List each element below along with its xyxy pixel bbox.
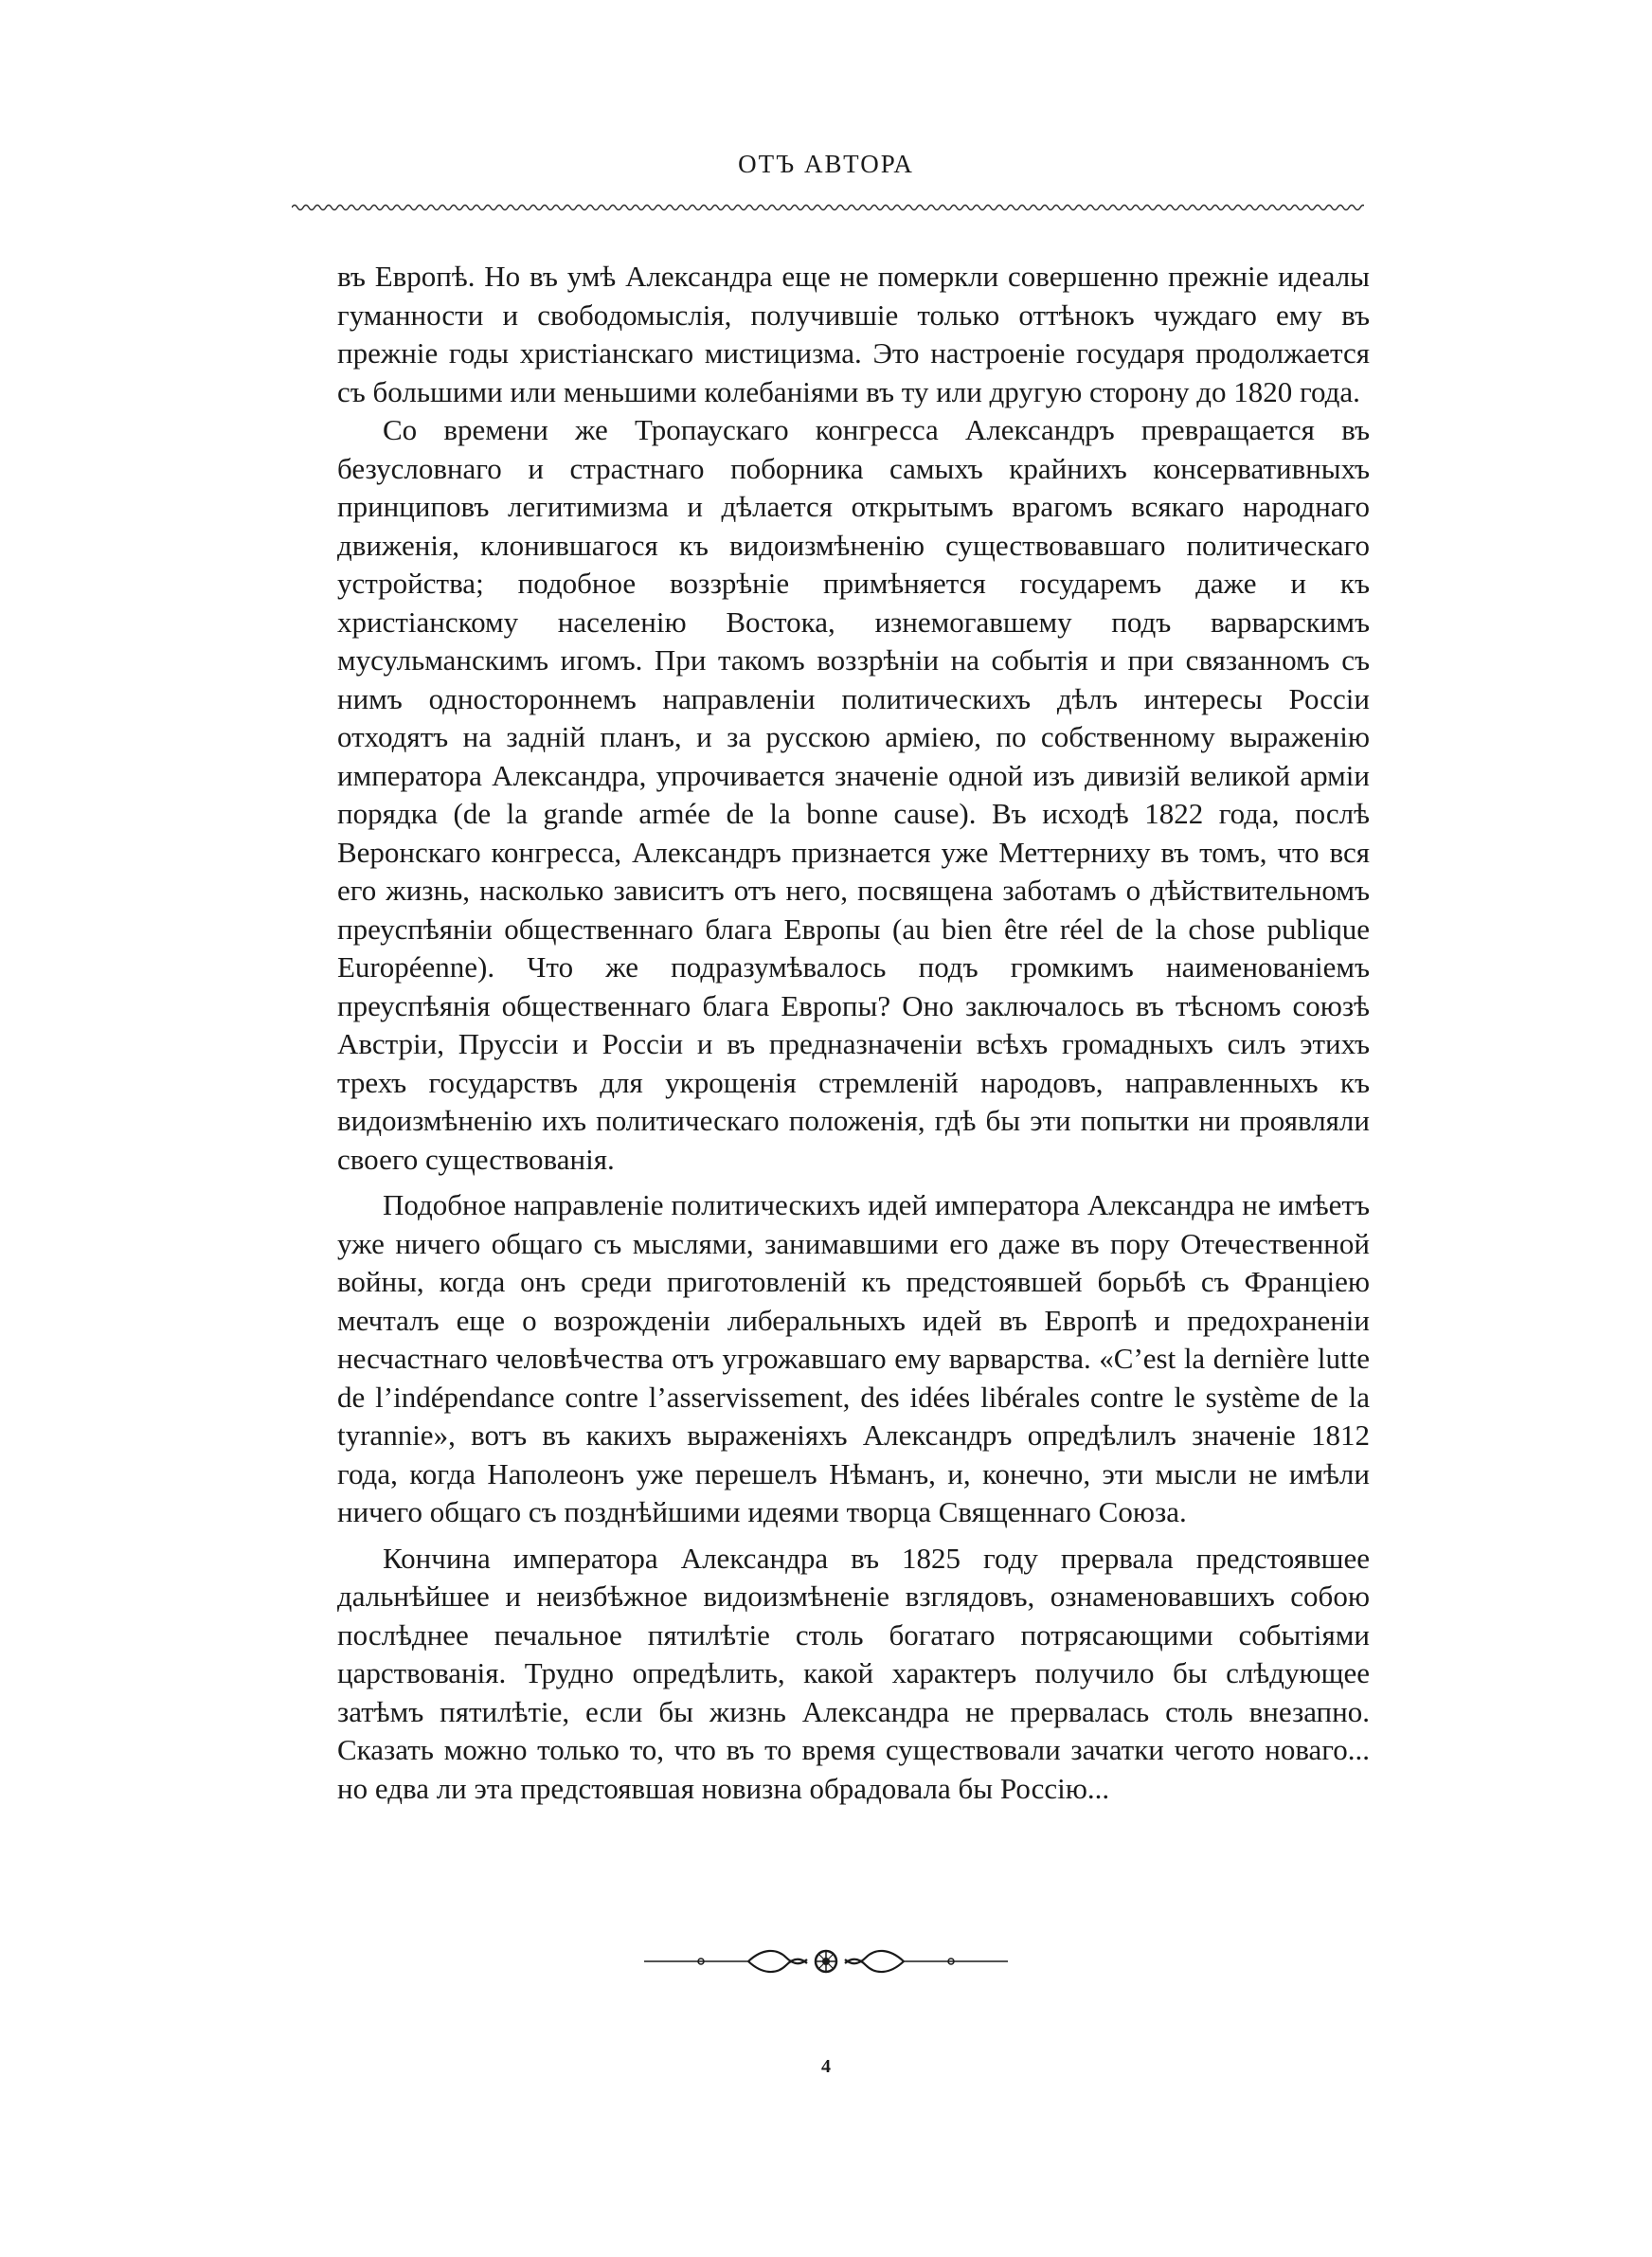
ornament-tailpiece-icon <box>644 1942 1008 1980</box>
paragraph-1: въ Европѣ. Но въ умѣ Александра еще не померкли совершенно прежніе идеалы гуманности и свободомыслія, получившіе только оттѣнокъ чуждаго ему въ прежніе годы христіанскаго мистицизма. Это настроеніе государя продолжается съ большими или меньшими колебаніями въ ту или другую сторону до 1820 года. <box>337 260 1370 408</box>
page-number: 4 <box>821 2056 831 2077</box>
paragraph-2: Со времени же Тропаускаго конгресса Александръ превращается въ безусловнаго и страстнаго поборника самыхъ крайнихъ консервативныхъ принциповъ легитимизма и дѣлается открытымъ врагомъ всякаго народнаго движенія, клонившагося къ видоизмѣненію существовавшаго политическаго устройства; подобное воззрѣніе примѣняется государемъ даже и къ христіанскому населенію Востока, изнемогавшему подъ варварскимъ мусульманскимъ игомъ. При такомъ воззрѣніи на событія и при связанномъ съ нимъ одностороннемъ направленіи политическихъ дѣлъ интересы Россіи отходятъ на задній планъ, и за русскою арміею, по собственному выраженію императора Александра, упрочивается значеніе одной изъ дивизій великой арміи порядка (de la grande armée de la bonne cause). Въ исходѣ 1822 года, послѣ Веронскаго конгресса, Александръ признается уже Меттерниху въ томъ, что вся его жизнь, насколько зависитъ отъ него, посвящена заботамъ о дѣйствительномъ преуспѣяніи общественнаго блага Европы (au bien être réel de la chose publique Européenne). Что же подразумѣвалось подъ громкимъ наименованіемъ преуспѣянія общественнаго блага Европы? Оно заключалось въ тѣсномъ союзѣ Австріи, Пруссіи и Россіи и въ предназначеніи всѣхъ громадныхъ силъ этихъ трехъ государствъ для укрощенія стремленій народовъ, направленныхъ къ видоизмѣненію ихъ политическаго положенія, гдѣ бы эти попытки ни проявляли своего существованія. <box>337 413 1370 1176</box>
wavy-header-rule <box>292 201 1364 214</box>
running-head: ОТЪ АВТОРА <box>738 150 914 178</box>
paragraph-3: Подобное направленіе политическихъ идей императора Александра не имѣетъ уже ничего общаго съ мыслями, занимавшими его даже въ пору Отечественной войны, когда онъ среди приготовленій къ предстоявшей борьбѣ съ Франціею мечталъ еще о возрожденіи либеральныхъ идей въ Европѣ и предохраненіи несчастнаго человѣчества отъ угрожавшаго ему варварства. «C’est la dernière lutte de l’indépendance contre l’asservissement, des idées libérales contre le système de la tyrannie», вотъ въ какихъ выраженіяхъ Александръ опредѣлилъ значеніе 1812 года, когда Наполеонъ уже перешелъ Нѣманъ, и, конечно, эти мысли не имѣли ничего общаго съ позднѣйшими идеями творца Священнаго Союза. <box>337 1188 1370 1528</box>
body-text <box>337 258 1370 1808</box>
paragraph-4: Кончина императора Александра въ 1825 году прервала предстоявшее дальнѣйшее и неизбѣжное видоизмѣненіе взглядовъ, ознаменовавшихъ собою послѣднее печальное пятилѣтіе столь богатаго потрясающими событіями царствованія. Трудно опредѣлить, какой характеръ получило бы слѣдующее затѣмъ пятилѣтіе, если бы жизнь Александра не прервалась столь внезапно. Сказать можно только то, что въ то время существовали зачатки чегото новаго... но едва ли эта предстоявшая новизна обрадовала бы Россію... <box>337 1541 1370 1805</box>
